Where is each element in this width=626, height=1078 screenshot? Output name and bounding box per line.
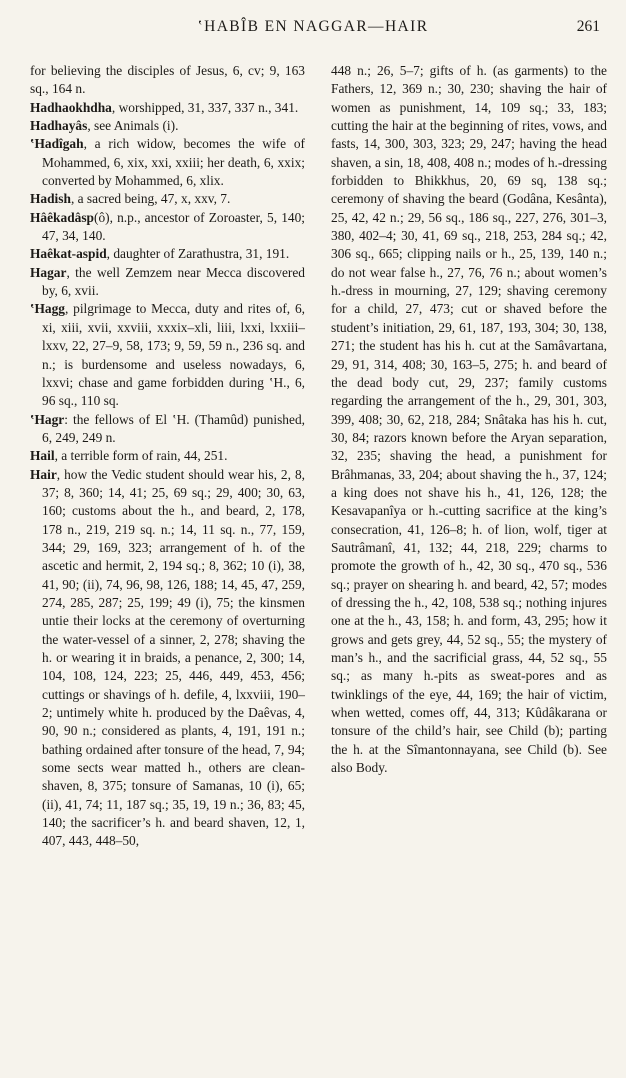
entry-text: , a terrible form of rain, 44, 251. <box>54 448 228 464</box>
entry-headword: Haêkat-aspid <box>30 246 107 262</box>
entry-headword: Hadhaokhdha <box>30 99 112 115</box>
entry-text: 448 n.; 26, 5–7; gifts of h. (as garments) to the Fathers, 12, 369 n.; 30, 230; shaving the hair of women as punishment, 14, 109 sq.; 33, 183; cutting the hair at the beginning of rites, vows, and fasts, 14, 300, 303, 323; 29, 247; having the head shaven, a sin, 18, 408, 408 n.; modes of h.-dressing forbidden to Bhikkhus, 20, 69 sq, 138 sq.; ceremony of shaving the beard (Godâna, Kesânta), 25, 42, 42 n.; 29, 56 sq., 186 sq., 227, 276, 301–3, 380, 402–4; 30, 41, 69 sq., 218, 253, 284 sq.; 42, 306 sq., 665; clipping nails or h., 25, 139, 140 n.; do not wear false h., 27, 76, 76 n.; about women’s h.-dress in mourning, 27, 129; shaving ceremony for a child, 27, 473; cut or shaved before the student’s initiation, 29, 61, 187, 193, 304; 30, 138, 271; the student has his h. cut at the Samâvartana, 29, 91, 314, 408; 30, 163–5, 275; h. and beard of the dead body cut, 29, 237; family customs regarding the arrangement of the h., 29, 301, 303, 399, 408; 30, 62, 218, 284; Snâtaka has his h. cut, 30, 84; razors known before the Aryan separation, 32, 235; shaving the head, a punishment for Brâhmanas, 33, 204; about shaving the h., 37, 124; a king does not shave his h., 41, 126, 128; the Kesavapanîya or h.-cutting sacrifice at the king’s consecration, 41, 126–8; h. of lion, wolf, tiger at Sautrâmanî, 41, 132; 44, 218, 229; charms to promote the growth of h., 42, 30 sq., 470 sq., 536 sq.; prayer on shearing h. and beard, 42, 57; modes of dressing the h., 42, 108, 538 sq.; nothing injures one at the h., 43, 158; h. and form, 43, 295; how it grows and gets grey, 44, 52 sq., 55; the mystery of man’s h., and the sacrificial grass, 44, 52 sq., 55 sq.; as many h.-pits as sweat-pores and as twinklings of the eye, 44, 169; the hair of victim, when wetted, comes off, 44, 313; Kûdâkarana or tonsure of the child’s hair, see Child (b); parting the h. at the Sîmantonnayana, see Child (b). See also Body. <box>331 63 607 776</box>
right-column <box>331 62 607 777</box>
entry-text: , the well Zemzem near Mecca discovered by, 6, xvii. <box>42 264 305 299</box>
index-entry <box>30 99 305 117</box>
index-entry <box>30 411 305 448</box>
entry-headword: Hadish <box>30 191 71 207</box>
running-head-title: ʽHABÎB EN NAGGAR—HAIR <box>197 18 429 35</box>
entry-text: , a rich widow, becomes the wife of Mohammed, 6, xix, xxi, xxiii; her death, 6, xxix; converted by Mohammed, 6, xlix. <box>42 136 305 189</box>
index-entry <box>30 117 305 135</box>
left-column <box>30 62 305 851</box>
entry-headword: Hâêkadâsp <box>30 209 94 225</box>
entry-text: , how the Vedic student should wear his, 2, 8, 37; 8, 360; 14, 41; 25, 69 sq.; 29, 400; 30, 63, 160; customs about the h., and beard, 2, 178, 178 n., 219, 219 sq. n.; 14, 11 sq. n., 77, 159, 344; 29, 169, 323; arrangement of h. of the ascetic and hermit, 2, 194 sq.; 8, 362; 10 (i), 38, 41, 90; (ii), 74, 96, 98, 126, 188; 14, 45, 47, 259, 274, 285, 287; 25, 199; 49 (i), 75; the kinsmen untie their locks at the ceremony of overturning the water-vessel of a sinner, 2, 278; shaving the h. or wearing it in braids, a penance, 2, 300; 14, 104, 108, 124, 223; 25, 446, 449, 453, 456; cuttings or shavings of h. defile, 4, lxxviii, 190–2; untimely white h. produced by the Daêvas, 4, 90, 90 n.; considered as plants, 4, 191, 191 n.; bathing ordained after tonsure of the head, 7, 94; some sects wear matted h., others are clean-shaven, 8, 375; tonsure of Samanas, 10 (i), 65; (ii), 41, 74; 11, 187 sq.; 35, 19, 19 n.; 36, 83; 45, 140; the sacrificer’s h. and beard shaven, 12, 1, 407, 443, 448–50, <box>42 466 305 849</box>
index-entry <box>30 447 305 465</box>
entry-headword: Hair <box>30 466 57 482</box>
entry-headword: ʽHadîgah <box>30 136 84 152</box>
entry-text: : the fellows of El ʽH. (Thamûd) punished, 6, 249, 249 n. <box>42 411 305 445</box>
index-entry <box>30 245 305 263</box>
entry-headword: Hail <box>30 448 55 464</box>
entry-text: , worshipped, 31, 337, 337 n., 341. <box>111 99 299 115</box>
index-entry <box>30 466 305 851</box>
entry-text: , pilgrimage to Mecca, duty and rites of, 6, xi, xiii, xvii, xxviii, xxxix–xli, liii, lxxi, lxxiii–lxxv, 22, 27–9, 58, 173; 9, 59, 59 n., 236 sq. and n.; is burdensome and useless nowadays, 6, lxxvi; chase and game forbidden during ʽH., 6, 96 sq., 110 sq. <box>42 301 305 409</box>
entry-text: , see Animals (i). <box>87 118 179 134</box>
entry-headword: Hadhayâs <box>30 118 88 134</box>
entry-headword: Hagar <box>30 264 67 280</box>
entry-text: , a sacred being, 47, x, xxv, 7. <box>70 191 231 207</box>
entry-text: (ô), n.p., ancestor of Zoroaster, 5, 140; 47, 34, 140. <box>42 209 305 244</box>
index-entry-continuation <box>331 62 607 777</box>
index-entry <box>30 264 305 301</box>
index-entry <box>30 190 305 208</box>
index-entry <box>30 135 305 190</box>
entry-text: , daughter of Zarathustra, 31, 191. <box>106 246 290 262</box>
index-entry-continuation <box>30 62 305 99</box>
running-head <box>0 18 626 40</box>
entry-headword: ʽHagg <box>30 301 65 317</box>
index-entry <box>30 300 305 410</box>
page-number: 261 <box>576 18 600 35</box>
entry-headword: ʽHagr <box>30 411 65 427</box>
index-entry <box>30 209 305 246</box>
entry-text: for believing the disciples of Jesus, 6, cv; 9, 163 sq., 164 n. <box>30 63 305 97</box>
